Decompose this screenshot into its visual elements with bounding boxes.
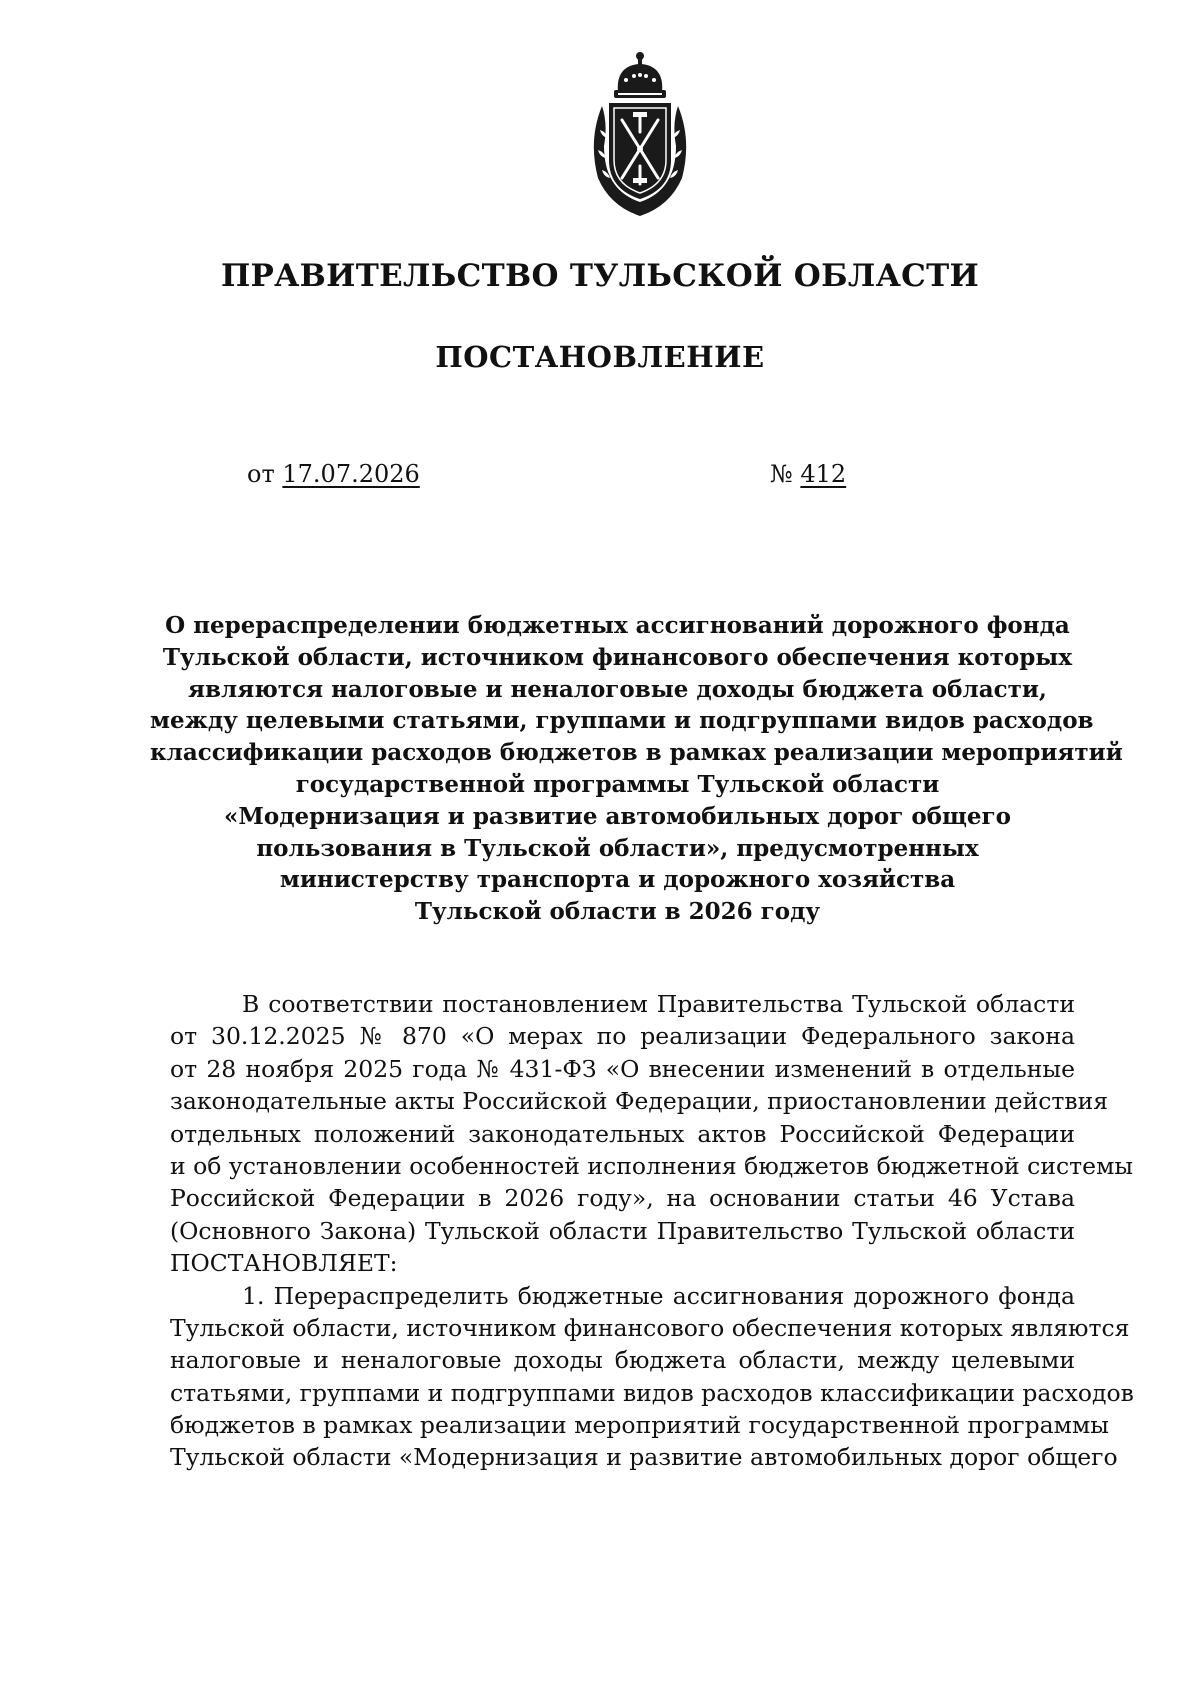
- subject-line: О перераспределении бюджетных ассигнований дорожного фонда: [165, 612, 1070, 639]
- preamble-line: (Основного Закона) Тульской области Правительство Тульской области: [170, 1216, 1075, 1245]
- date-prefix: от: [247, 460, 275, 488]
- clause-1-line: Тульской области, источником финансового обеспечения которых являются: [170, 1313, 1130, 1342]
- subject-line: Тульской области, источником финансового обеспечения которых: [162, 643, 1073, 671]
- preamble-line: Российской Федерации в 2026 году», на основании статьи 46 Устава: [170, 1184, 1075, 1213]
- clause-1-line: Тульской области «Модернизация и развитие автомобильных дорог общего: [170, 1443, 1118, 1472]
- document-number: 412: [800, 460, 847, 488]
- number-prefix: №: [770, 460, 793, 488]
- subject-line: государственной программы Тульской области: [295, 770, 940, 798]
- clause-1-line: бюджетов в рамках реализации мероприятий государственной программы: [170, 1411, 1109, 1440]
- subject-line: «Модернизация и развитие автомобильных дорог общего: [224, 802, 1011, 830]
- document-date: 17.07.2026: [282, 460, 420, 488]
- subject-line: Тульской области в 2026 году: [414, 898, 821, 926]
- subject-line: пользования в Тульской области», предусмотренных: [256, 834, 979, 862]
- subject-line: министерству транспорта и дорожного хозяйства: [279, 866, 956, 894]
- coat-of-arms-icon: [580, 50, 700, 218]
- clause-1-line: 1. Перераспределить бюджетные ассигнования дорожного фонда: [242, 1281, 1075, 1310]
- subject-line: являются налоговые и неналоговые доходы бюджета области,: [188, 675, 1047, 703]
- preamble-line: отдельных положений законодательных актов Российской Федерации: [170, 1119, 1075, 1148]
- subject-line: классификации расходов бюджетов в рамках реализации мероприятий: [150, 739, 1123, 767]
- subject-line: между целевыми статьями, группами и подгруппами видов расходов: [150, 707, 1094, 735]
- document-requisites: [247, 460, 847, 488]
- government-title: ПРАВИТЕЛЬСТВО ТУЛЬСКОЙ ОБЛАСТИ: [220, 258, 980, 294]
- document-type: ПОСТАНОВЛЕНИЕ: [435, 340, 765, 374]
- preamble-line: от 28 ноября 2025 года № 431-ФЗ «О внесении изменений в отдельные: [170, 1054, 1075, 1083]
- preamble-line: законодательные акты Российской Федерации, приостановлении действия: [170, 1087, 1109, 1116]
- preamble-line: В соответствии постановлением Правительства Тульской области: [242, 990, 1075, 1018]
- clause-1-line: статьями, группами и подгруппами видов расходов классификации расходов: [170, 1378, 1134, 1407]
- clause-1-line: налоговые и неналоговые доходы бюджета области, между целевыми: [170, 1346, 1075, 1375]
- preamble-line: ПОСТАНОВЛЯЕТ:: [170, 1249, 398, 1278]
- document-subject: [150, 610, 1123, 928]
- number-block: [770, 460, 846, 488]
- preamble-line: и об установлении особенностей исполнения бюджетов бюджетной системы: [170, 1151, 1134, 1180]
- preamble-line: от 30.12.2025 № 870 «О мерах по реализации Федерального закона: [170, 1022, 1075, 1051]
- document-body: [170, 988, 1134, 1474]
